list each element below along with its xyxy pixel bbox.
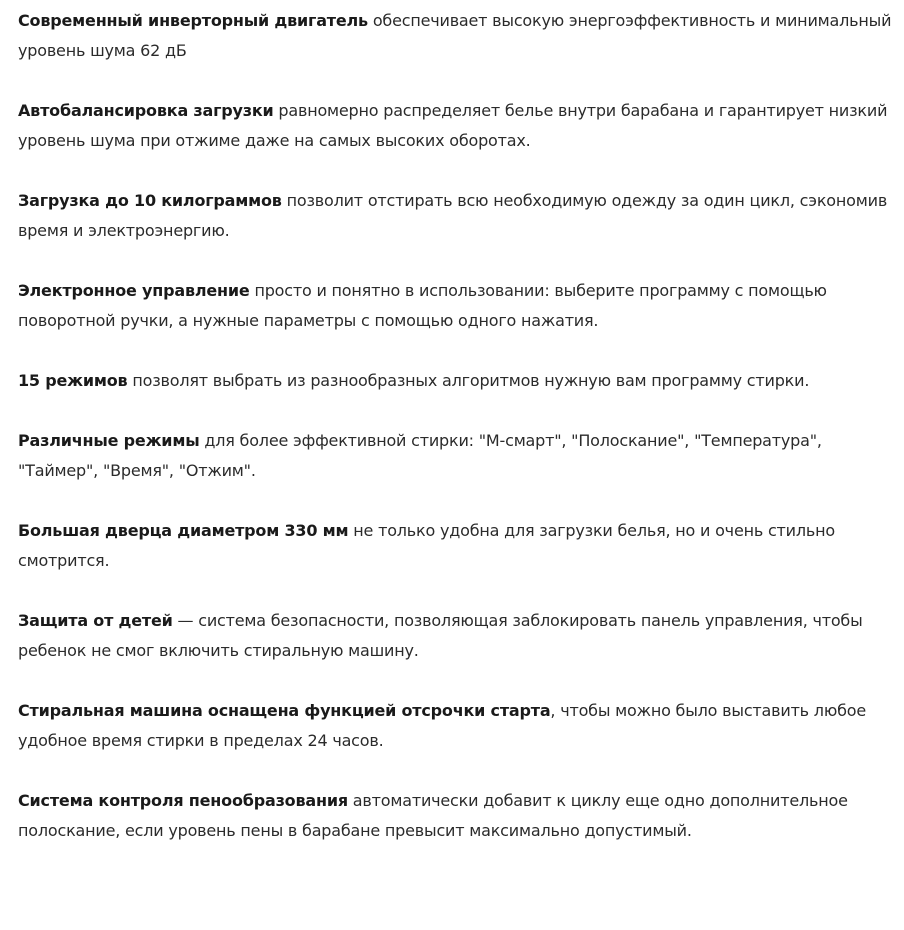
feature-text: позволит отстирать всю необходимую одежду за один цикл, сэкономив время и электроэнергию.: [18, 191, 888, 240]
feature-paragraph: [18, 6, 898, 66]
feature-paragraph: [18, 426, 898, 486]
feature-lead: Загрузка до 10 килограммов: [18, 191, 282, 210]
feature-text: просто и понятно в использовании: выберите программу с помощью поворотной ручки, а нужные параметры с помощью одного нажатия.: [18, 281, 827, 330]
feature-paragraph: [18, 186, 898, 246]
feature-paragraph: [18, 606, 898, 666]
feature-text: , чтобы можно было выставить любое удобное время стирки в пределах 24 часов.: [18, 701, 866, 750]
feature-lead: Различные режимы: [18, 431, 200, 450]
feature-text: равномерно распределяет белье внутри барабана и гарантирует низкий уровень шума при отжиме даже на самых высоких оборотах.: [18, 101, 888, 150]
feature-text: автоматически добавит к циклу еще одно дополнительное полоскание, если уровень пены в барабане превысит максимально допустимый.: [18, 791, 848, 840]
feature-text: для более эффективной стирки: "М-смарт", "Полоскание", "Температура", "Таймер", "Время", "Отжим".: [18, 431, 822, 480]
feature-lead: Электронное управление: [18, 281, 250, 300]
feature-paragraph: [18, 366, 898, 396]
feature-paragraph: [18, 96, 898, 156]
feature-lead: Стиральная машина оснащена функцией отсрочки старта: [18, 701, 551, 720]
feature-lead: Автобалансировка загрузки: [18, 101, 274, 120]
feature-paragraph: [18, 696, 898, 756]
feature-lead: Большая дверца диаметром 330 мм: [18, 521, 349, 540]
feature-text: — система безопасности, позволяющая заблокировать панель управления, чтобы ребенок не смог включить стиральную машину.: [18, 611, 863, 660]
feature-lead: Защита от детей: [18, 611, 173, 630]
feature-text: не только удобна для загрузки белья, но и очень стильно смотрится.: [18, 521, 835, 570]
feature-lead: Система контроля пенообразования: [18, 791, 348, 810]
feature-text: позволят выбрать из разнообразных алгоритмов нужную вам программу стирки.: [127, 371, 810, 390]
feature-paragraph: [18, 786, 898, 846]
feature-text: обеспечивает высокую энергоэффективность и минимальный уровень шума 62 дБ: [18, 11, 892, 60]
feature-paragraph: [18, 516, 898, 576]
feature-lead: 15 режимов: [18, 371, 128, 390]
feature-lead: Современный инверторный двигатель: [18, 11, 368, 30]
feature-paragraph: [18, 276, 898, 336]
